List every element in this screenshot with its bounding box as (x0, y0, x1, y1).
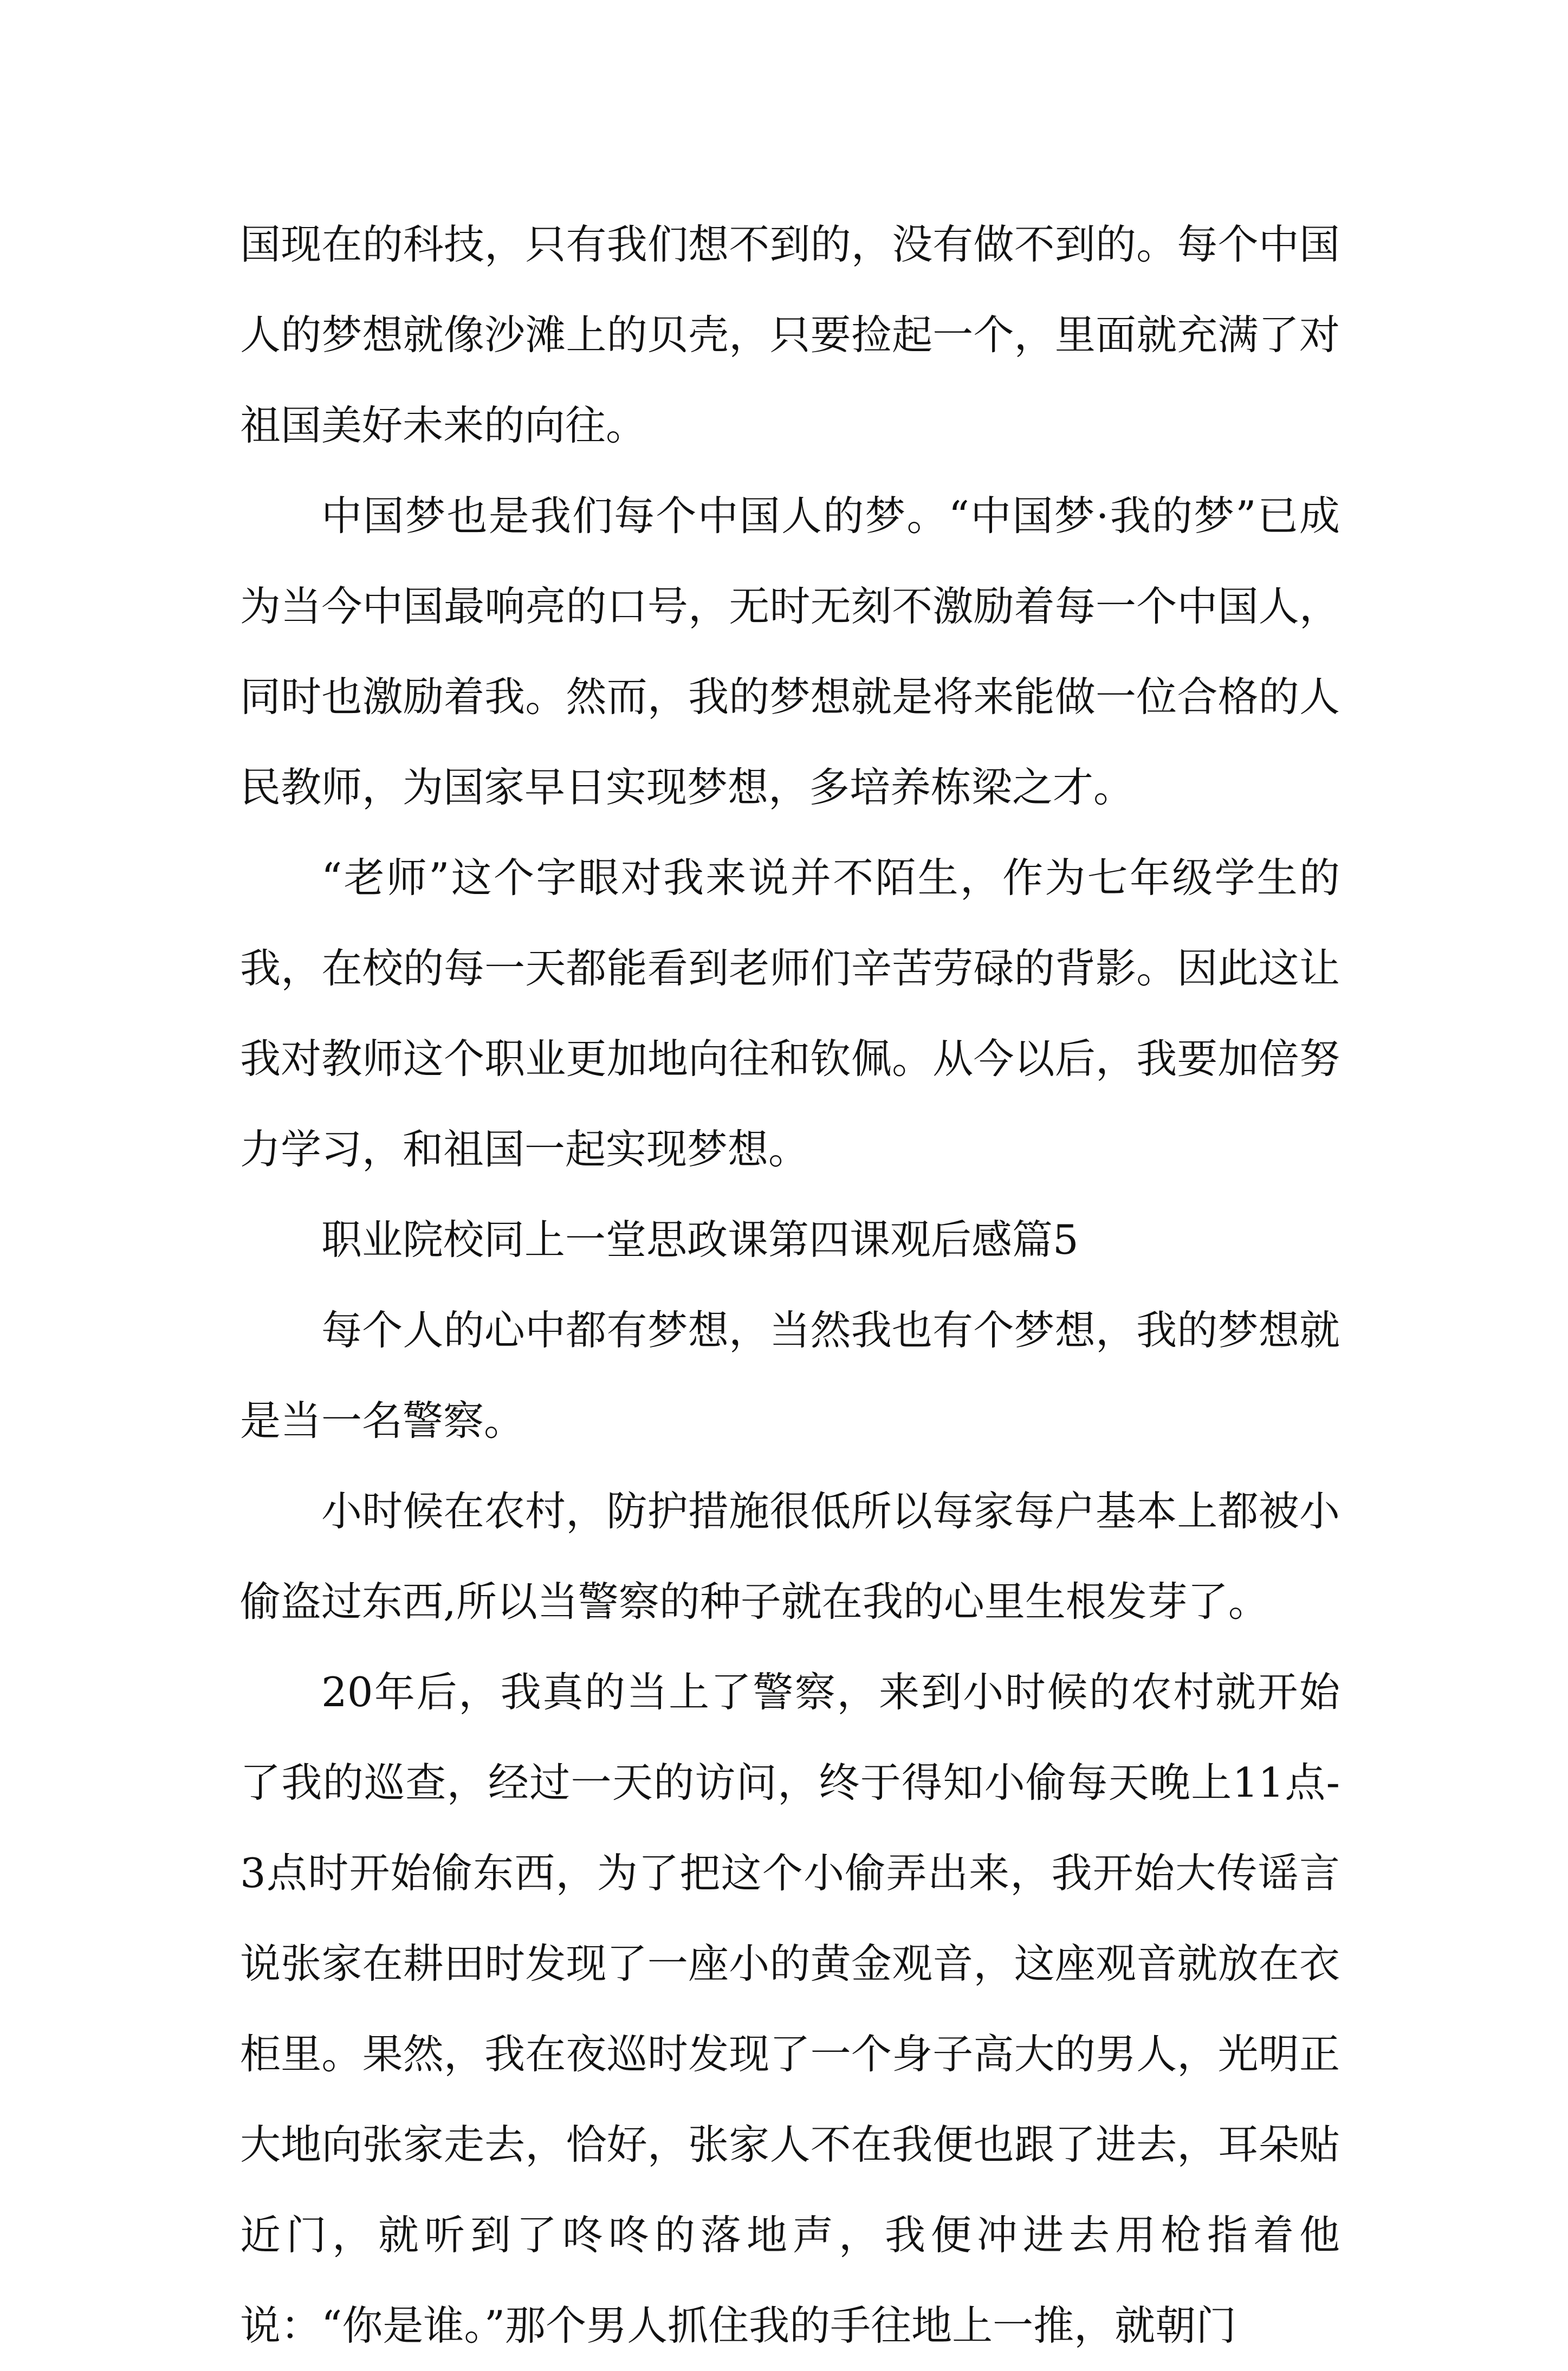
document-body (240, 199, 1340, 2371)
section-heading: 职业院校同上一堂思政课第四课观后感篇5 (321, 1216, 1079, 1264)
paragraph-continued: 国现在的科技，只有我们想不到的，没有做不到的。每个中国人的梦想就像沙滩上的贝壳，只要捡起一个，里面就充满了对祖国美好未来的向往。 (240, 221, 1340, 449)
paragraph-story: 20年后，我真的当上了警察，来到小时候的农村就开始了我的巡查，经过一天的访问，终于得知小偷每天晚上11点-3点时开始偷东西，为了把这个小偷弄出来，我开始大传谣言说张家在耕田时发现了一座小的黄金观音，这座观音就放在衣柜里。果然，我在夜巡时发现了一个身子高大的男人，光明正大地向张家走去，恰好，张家人不在我便也跟了进去，耳朵贴近门，就听到了咚咚的落地声，我便冲进去用枪指着他说：“你是谁。”那个男人抓住我的手往地上一推，就朝门 (240, 1668, 1340, 2349)
paragraph-teacher: “老师”这个字眼对我来说并不陌生，作为七年级学生的我，在校的每一天都能看到老师们辛苦劳碌的背影。因此这让我对教师这个职业更加地向往和钦佩。从今以后，我要加倍努力学习，和祖国一起实现梦想。 (240, 854, 1340, 1173)
paragraph-police-dream: 每个人的心中都有梦想，当然我也有个梦想，我的梦想就是当一名警察。 (240, 1306, 1340, 1444)
paragraph-childhood: 小时候在农村，防护措施很低所以每家每户基本上都被小偷盗过东西,所以当警察的种子就在我的心里生根发芽了。 (240, 1487, 1340, 1625)
paragraph-chinese-dream: 中国梦也是我们每个中国人的梦。“中国梦·我的梦”已成为当今中国最响亮的口号，无时无刻不激励着每一个中国人，同时也激励着我。然而，我的梦想就是将来能做一位合格的人民教师，为国家早日实现梦想，多培养栋梁之才。 (240, 492, 1340, 811)
